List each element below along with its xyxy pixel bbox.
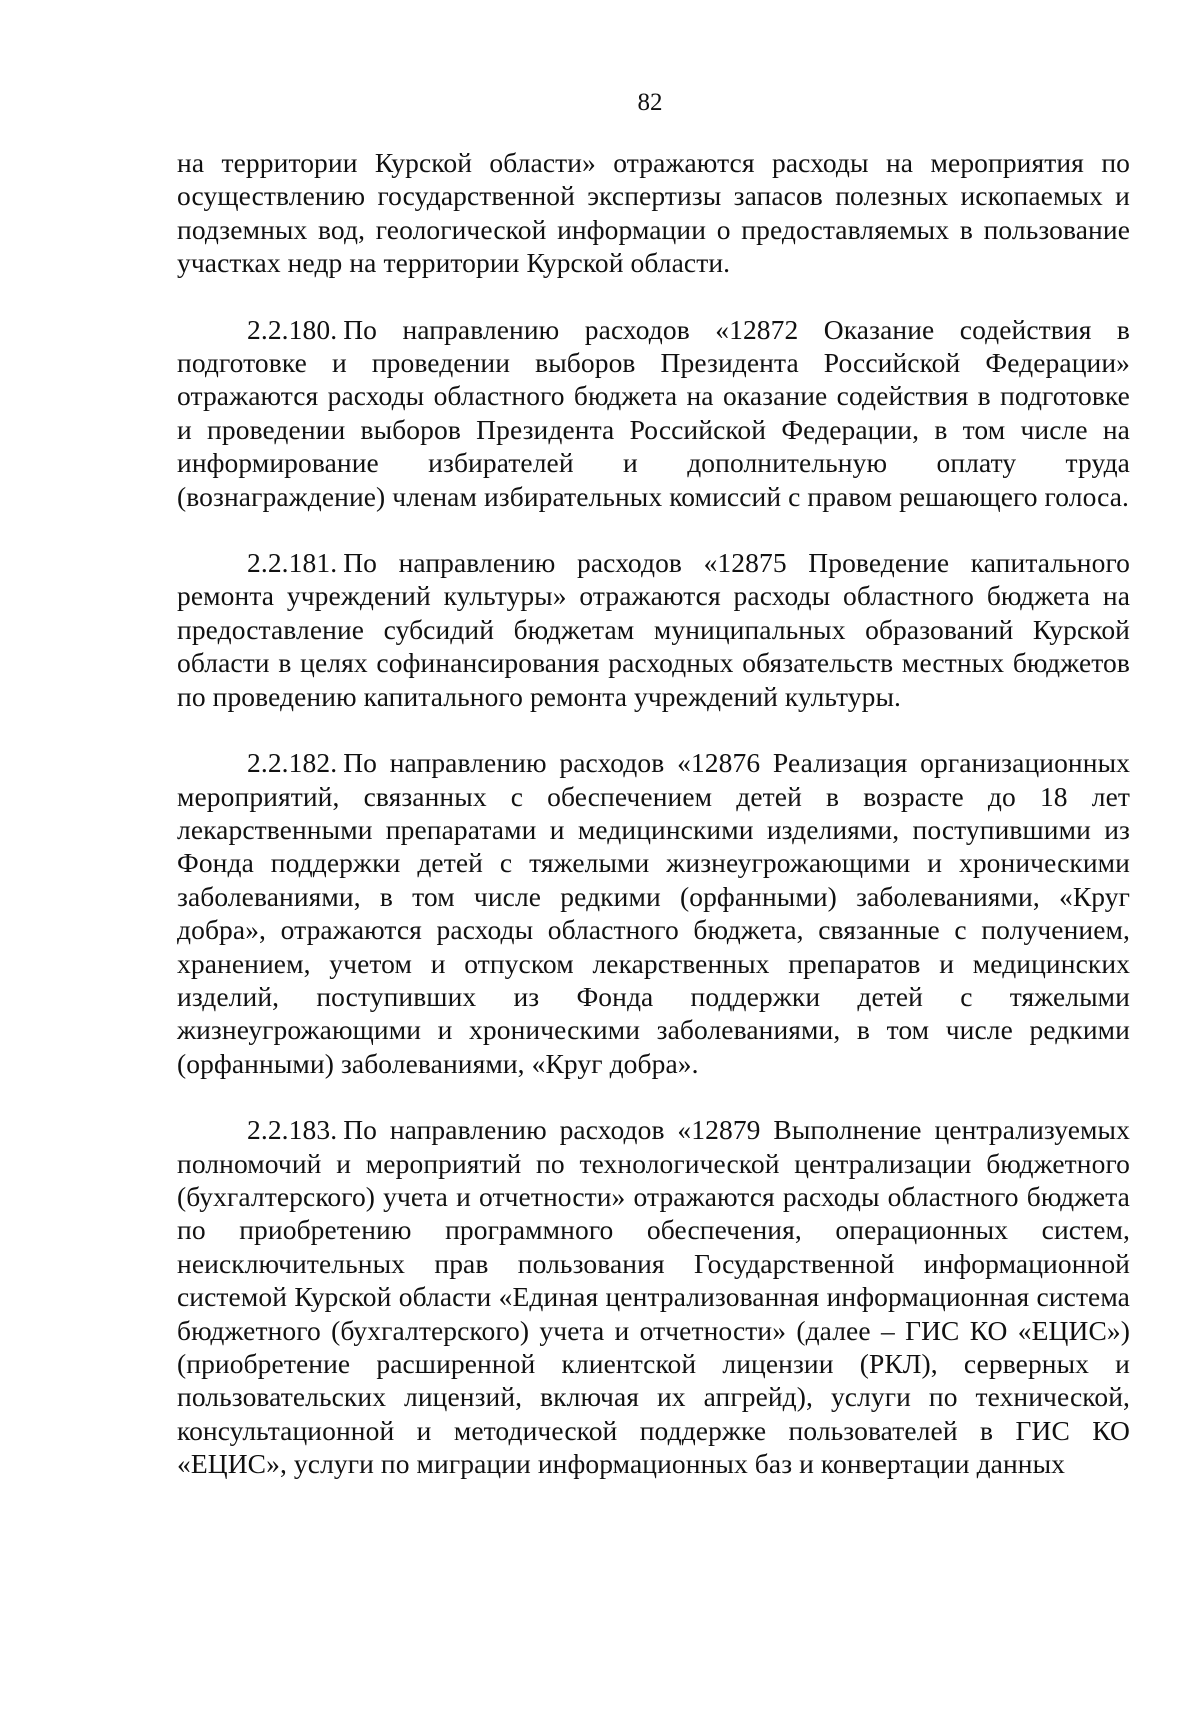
- paragraph-number: 2.2.182.: [247, 747, 338, 779]
- paragraph-number: 2.2.181.: [247, 547, 338, 579]
- paragraph-text: По направлению расходов «12876 Реализация организационных мероприятий, связанных с обеспечением детей в возрасте до 18 лет лекарственными препаратами и медицинскими изделиями, поступившими из Фонда поддержки детей с тяжелыми жизнеугрожающими и хроническими заболеваниями, в том числе редкими (орфанными) заболеваниями, «Круг добра», отражаются расходы областного бюджета, связанные с получением, хранением, учетом и отпуском лекарственных препаратов и медицинских изделий, поступивших из Фонда поддержки детей с тяжелыми жизнеугрожающими и хроническими заболеваниями, в том числе редкими (орфанными) заболеваниями, «Круг добра».: [177, 747, 1130, 1079]
- paragraph-text: По направлению расходов «12875 Проведение капитального ремонта учреждений культуры» отражаются расходы областного бюджета на предоставление субсидий бюджетам муниципальных образований Курской области в целях софинансирования расходных обязательств местных бюджетов по проведению капитального ремонта учреждений культуры.: [177, 547, 1130, 712]
- paragraph-2-2-180: [177, 313, 1130, 513]
- paragraph-2-2-182: [177, 746, 1130, 1080]
- paragraph-number: 2.2.183.: [247, 1114, 338, 1146]
- paragraph-text: По направлению расходов «12879 Выполнение централизуемых полномочий и мероприятий по технологической централизации бюджетного (бухгалтерского) учета и отчетности» отражаются расходы областного бюджета по приобретению программного обеспечения, операционных систем, неисключительных прав пользования Государственной информационной системой Курской области «Единая централизованная информационная система бюджетного (бухгалтерского) учета и отчетности» (далее – ГИС КО «ЕЦИС») (приобретение расширенной клиентской лицензии (РКЛ), серверных и пользовательских лицензий, включая их апгрейд), услуги по технической, консультационной и методической поддержке пользователей в ГИС КО «ЕЦИС», услуги по миграции информационных баз и конвертации данных: [177, 1114, 1130, 1480]
- paragraph-text: По направлению расходов «12872 Оказание содействия в подготовке и проведении выборов Президента Российской Федерации» отражаются расходы областного бюджета на оказание содействия в подготовке и проведении выборов Президента Российской Федерации, в том числе на информирование избирателей и дополнительную оплату труда (вознаграждение) членам избирательных комиссий с правом решающего голоса.: [177, 313, 1130, 512]
- page-number: 82: [637, 89, 663, 116]
- document-body: [177, 146, 1130, 1514]
- paragraph-2-2-181: [177, 546, 1130, 713]
- paragraph-text: на территории Курской области» отражаются расходы на мероприятия по осуществлению государственной экспертизы запасов полезных ископаемых и подземных вод, геологической информации о предоставляемых в пользование участках недр на территории Курской области.: [177, 147, 1130, 279]
- paragraph-number: 2.2.180.: [247, 313, 338, 345]
- paragraph-2-2-183: [177, 1113, 1130, 1480]
- paragraph-continuation: [177, 146, 1130, 280]
